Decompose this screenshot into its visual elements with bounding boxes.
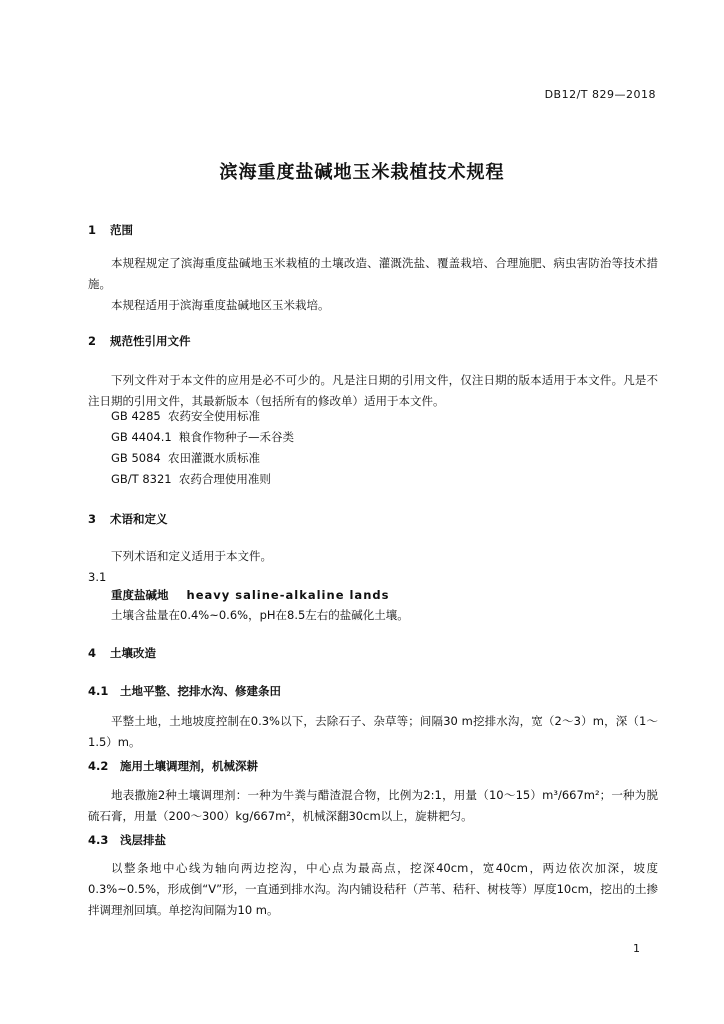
reference-item: GB 5084 农田灌溉水质标准 — [111, 451, 261, 465]
section-1-paragraph-1: 本规程规定了滨海重度盐碱地玉米栽植的土壤改造、灌溉洗盐、覆盖栽培、合理施肥、病虫害防治等技术措施。 — [88, 256, 658, 291]
term-definition: 土壤含盐量在0.4%~0.6%，pH在8.5左右的盐碱化土壤。 — [111, 608, 409, 622]
section-1-paragraph-2: 本规程适用于滨海重度盐碱地区玉米栽培。 — [111, 298, 330, 312]
subsection-4-1-text: 平整土地，土地坡度控制在0.3%以下，去除石子、杂草等；间隔30 m挖排水沟，宽（2～3）m，深（1～1.5）m。 — [88, 714, 658, 749]
section-3-intro: 下列术语和定义适用于本文件。 — [111, 549, 272, 563]
term-english: heavy saline-alkaline lands — [186, 588, 390, 602]
subsection-title: 施用土壤调理剂，机械深耕 — [120, 759, 259, 773]
section-1-heading — [88, 222, 133, 238]
subsection-4-3-text: 以整条地中心线为轴向两边挖沟，中心点为最高点，挖深40cm，宽40cm，两边依次加深，坡度0.3%~0.5%，形成倒“V”形，一直通到排水沟。沟内铺设秸秆（芦苇、秸秆、树枝等）厚度10cm，挖出的土掺拌调理剂回填。单挖沟间隔为10 m。 — [88, 861, 658, 917]
subsection-number: 4.2 — [88, 759, 109, 773]
subsection-title: 浅层排盐 — [120, 833, 167, 847]
section-2-heading — [88, 333, 191, 349]
subsection-title: 土地平整、挖排水沟、修建条田 — [120, 684, 282, 698]
section-title: 范围 — [110, 223, 134, 237]
subsection-4-2-heading — [88, 758, 258, 774]
page-number: 1 — [633, 942, 640, 955]
subsection-4-2-text: 地表撒施2种土壤调理剂：一种为牛粪与醋渣混合物，比例为2:1，用量（10～15）m³/667m²；一种为脱硫石膏，用量（200～300）kg/667m²，机械深翻30cm以上，旋耕耙匀。 — [88, 788, 658, 823]
section-title: 规范性引用文件 — [110, 334, 191, 348]
term-number: 3.1 — [88, 570, 107, 584]
subsection-4-3-heading — [88, 832, 166, 848]
reference-item: GB 4404.1 粮食作物种子—禾谷类 — [111, 430, 295, 444]
section-4-heading — [88, 645, 156, 661]
section-number: 4 — [88, 646, 97, 660]
subsection-number: 4.3 — [88, 833, 109, 847]
section-title: 土壤改造 — [110, 646, 157, 660]
section-number: 1 — [88, 223, 97, 237]
term-heading — [111, 587, 389, 603]
subsection-4-1-heading — [88, 683, 281, 699]
term-chinese: 重度盐碱地 — [111, 588, 169, 602]
reference-item: GB/T 8321 农药合理使用准则 — [111, 472, 271, 486]
section-number: 2 — [88, 334, 97, 348]
section-2-paragraph: 下列文件对于本文件的应用是必不可少的。凡是注日期的引用文件，仅注日期的版本适用于本文件。凡是不注日期的引用文件，其最新版本（包括所有的修改单）适用于本文件。 — [88, 373, 658, 408]
subsection-number: 4.1 — [88, 684, 109, 698]
document-code: DB12/T 829—2018 — [544, 88, 656, 101]
document-title: 滨海重度盐碱地玉米栽植技术规程 — [219, 162, 505, 183]
section-title: 术语和定义 — [110, 512, 168, 526]
reference-item: GB 4285 农药安全使用标准 — [111, 409, 261, 423]
section-3-heading — [88, 511, 168, 527]
section-number: 3 — [88, 512, 97, 526]
